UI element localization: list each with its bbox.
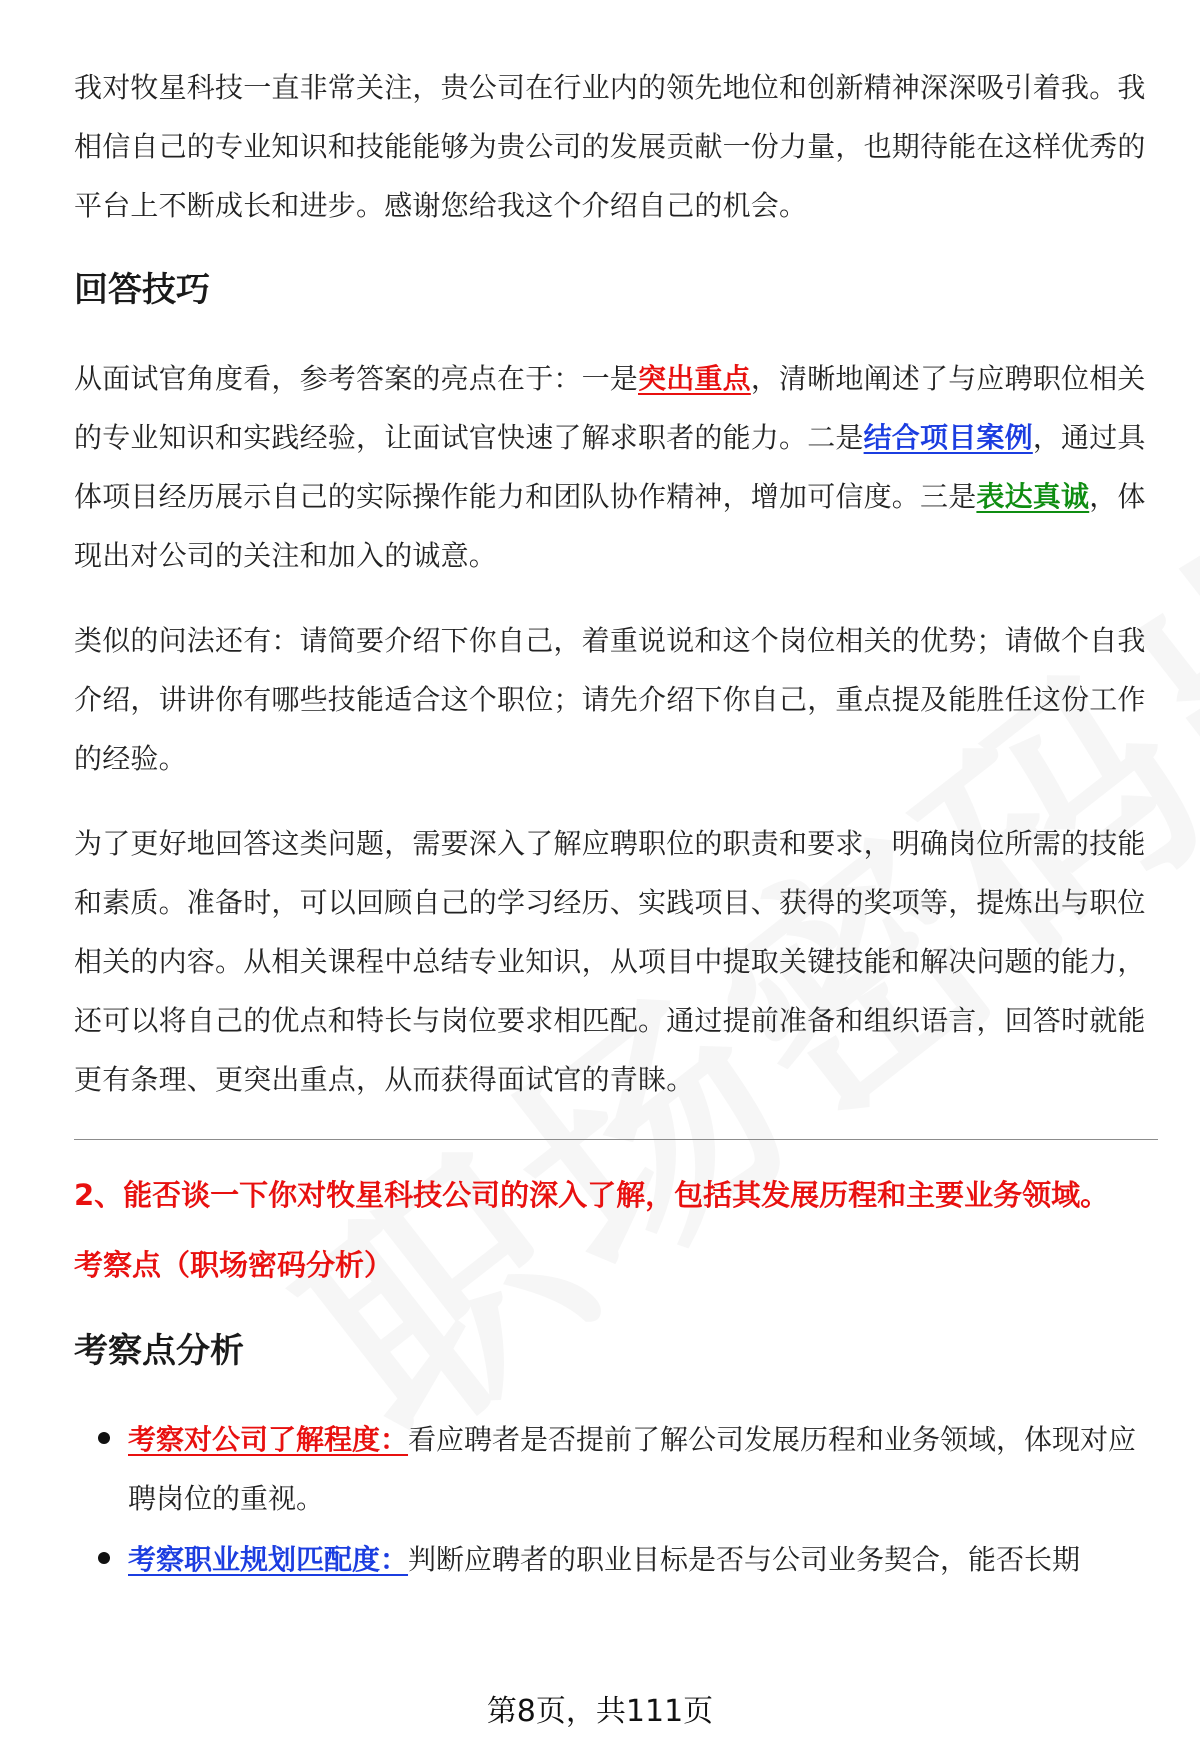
list-item: [128, 1410, 1158, 1528]
question-subtitle: 考察点（职场密码分析）: [74, 1248, 394, 1282]
analysis-list: [74, 1410, 1158, 1589]
page-number: 第8页，共111页: [486, 1694, 714, 1729]
tips-paragraph-similar-questions: 类似的问法还有：请简要介绍下你自己，着重说说和这个岗位相关的优势；请做个自我介绍，讲讲你有哪些技能适合这个职位；请先介绍下你自己，重点提及能胜任这份工作的经验。: [74, 624, 1146, 775]
tips-text-3: ，通过具体项目经历展示自己的实际操作能力和团队协作精神，增加可信度。三是: [74, 421, 1146, 513]
bullet-icon: [98, 1552, 110, 1564]
highlight-project-case: 结合项目案例: [863, 421, 1033, 454]
section-divider: [74, 1139, 1158, 1140]
intro-paragraph: 我对牧星科技一直非常关注，贵公司在行业内的领先地位和创新精神深深吸引着我。我相信自己的专业知识和技能能够为贵公司的发展贡献一份力量，也期待能在这样优秀的平台上不断成长和进步。感谢您给我这个介绍自己的机会。: [74, 71, 1146, 222]
list-item: [128, 1530, 1158, 1589]
section-heading-tips: 回答技巧: [74, 270, 210, 310]
tips-paragraph-highlights: [74, 349, 1158, 585]
analysis-item-text: 看应聘者是否提前了解公司发展历程和业务领域，体现对应聘岗位的重视。: [128, 1423, 1137, 1515]
analysis-item-text: 判断应聘者的职业目标是否与公司业务契合，能否长期: [408, 1543, 1081, 1576]
tips-paragraph-preparation: 为了更好地回答这类问题，需要深入了解应聘职位的职责和要求，明确岗位所需的技能和素质。准备时，可以回顾自己的学习经历、实践项目、获得的奖项等，提炼出与职位相关的内容。从相关课程中总结专业知识，从项目中提取关键技能和解决问题的能力，还可以将自己的优点和特长与岗位要求相匹配。通过提前准备和组织语言，回答时就能更有条理、更突出重点，从而获得面试官的青睐。: [74, 827, 1146, 1096]
section-heading-analysis: 考察点分析: [74, 1331, 244, 1371]
question-title: 2、能否谈一下你对牧星科技公司的深入了解，包括其发展历程和主要业务领域。: [74, 1178, 1110, 1212]
analysis-item-label: 考察对公司了解程度：: [128, 1423, 409, 1456]
tips-text-2: ，清晰地阐述了与应聘职位相关的专业知识和实践经验，让面试官快速了解求职者的能力。二是: [74, 362, 1146, 454]
analysis-item-label: 考察职业规划匹配度：: [128, 1543, 409, 1576]
tips-text-4: ，体现出对公司的关注和加入的诚意。: [74, 480, 1146, 572]
bullet-icon: [98, 1432, 110, 1444]
highlight-focus: 突出重点: [638, 362, 751, 395]
highlight-sincerity: 表达真诚: [976, 480, 1090, 513]
document-page: [74, 58, 1158, 1591]
tips-text-1: 从面试官角度看，参考答案的亮点在于：一是: [74, 362, 639, 395]
